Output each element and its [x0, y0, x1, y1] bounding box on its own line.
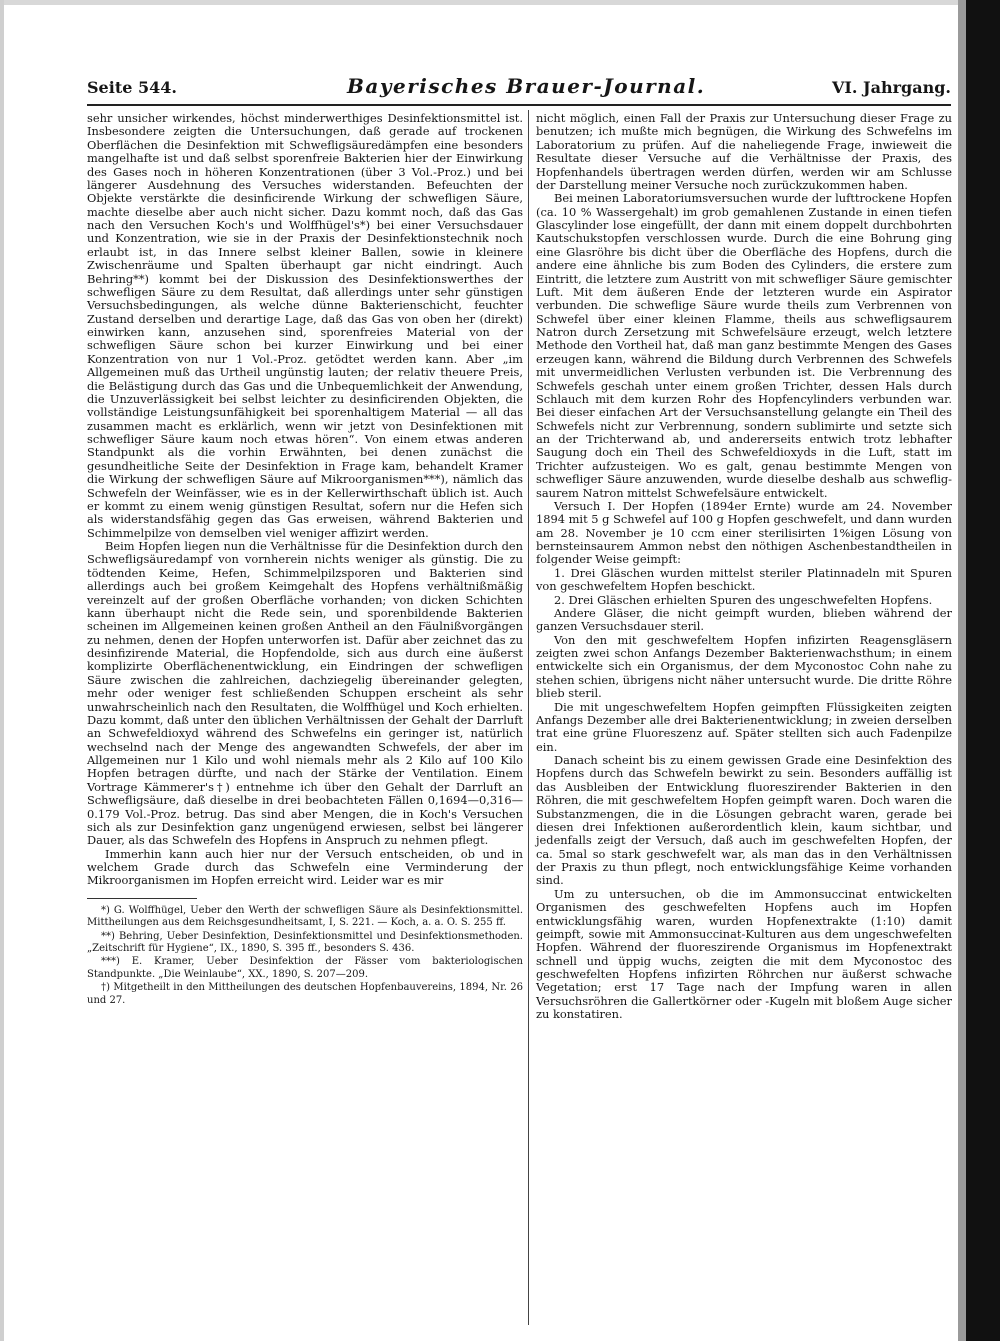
footnote: ***) E. Kramer, Ueber Desinfektion der Fässer vom bakteriologischen Standpunkte. „Die Weinlaube“, XX., 1890, S. 207—209. — [87, 956, 523, 980]
page-header — [87, 70, 951, 106]
body-paragraph: nicht möglich, einen Fall der Praxis zur Untersuchung dieser Frage zu benutzen; ich mußte mich begnügen, die Wirkung des Schwefelns im Laboratorium zu prüfen. Auf die naheliegende Frage, inwieweit die Resultate dieser Versuche auf die Verhältnisse der Praxis, des Hopfenhandels übertragen werden dürfen, werden wir am Schlusse der Darstellung meiner Versuche noch zurückzukommen haben. — [536, 111, 952, 192]
list-item: 2. Drei Gläschen erhielten Spuren des ungeschwefelten Hopfens. — [554, 592, 933, 607]
body-paragraph: Danach scheint bis zu einem gewissen Grade eine Desinfektion des Hopfens durch das Schwefeln bewirkt zu sein. Besonders auffällig ist das Ausbleiben der Entwicklung fluoreszirender Bakterien in den Röhren, die mit geschwefeltem Hopfen geimpft waren. Doch waren die Substanzmengen, die in die Lösungen gebracht waren, gerade bei diesen drei Infektionen außerordentlich klein, kaum sichtbar, und jedenfalls zeigt der Versuch, daß auch im geschwefelten Hopfen, der ca. 5mal so stark geschwefelt war, als man das in den Verhältnissen der Praxis zu thun pflegt, noch entwicklungsfähige Keime vorhanden sind. — [536, 753, 952, 888]
footnote: †) Mitgetheilt in den Mittheilungen des deutschen Hopfenbauvereins, 1894, Nr. 26 und 27. — [87, 982, 523, 1006]
footnote: **) Behring, Ueber Desinfektion, Desinfektionsmittel und Desinfektionsmethoden. „Zeitschrift für Hygiene“, IX., 1890, S. 395 ff., besonders S. 436. — [87, 930, 523, 954]
footnote-rule — [87, 898, 197, 899]
list-item: 1. Drei Gläschen wurden mittelst steriler Platinnadeln mit Spuren von geschwefeltem Hopfen beschickt. — [536, 565, 952, 594]
page-number: Seite 544. — [87, 78, 177, 97]
journal-page — [87, 70, 951, 1325]
experiment-paragraph: Versuch I. Der Hopfen (1894er Ernte) wurde am 24. November 1894 mit 5 g Schwefel auf 100 g Hopfen geschwefelt, und dann wurden am 28. November je 10 ccm einer sterilisirten 1%igen Lösung von bernsteinsaurem Ammon nebst den nöthigen Aschenbestandtheilen in folgender Weise geimpft: — [536, 498, 952, 567]
footnotes — [87, 905, 523, 1007]
volume-label: VI. Jahrgang. — [832, 78, 951, 97]
scan-border-right — [966, 0, 1000, 1341]
right-column — [536, 112, 952, 1022]
scan-border-top — [0, 0, 1000, 5]
scan-border-right-gray — [958, 0, 966, 1341]
body-paragraph: Immerhin kann auch hier nur der Versuch entscheiden, ob und in welchem Grade durch das Schwefeln eine Verminderung der Mikroorganismen im Hopfen erreicht wird. Leider war es mir — [87, 846, 523, 888]
footnote: *) G. Wolffhügel, Ueber den Werth der schwefligen Säure als Desinfektionsmittel. Mittheilungen aus dem Reichsgesundheitsamt, I, S. 221. — Koch, a. a. O. S. 255 ff. — [87, 904, 523, 929]
body-paragraph: Um zu untersuchen, ob die im Ammonsuccinat entwickelten Organismen des geschwefelten Hopfens auch im Hopfen entwicklungsfähig waren, wurden Hopfenextrakte (1:10) damit geimpft, sowie mit Ammonsuccinat-Kulturen aus dem ungeschwefelten Hopfen. Während der fluoreszirende Organismus im Hopfenextrakt schnell und üppig wuchs, zeigten die mit dem Myconostoc des geschwefelten Hopfens infizirten Röhrchen nur äußerst schwache Vegetation; erst 17 Tage nach der Impfung waren in allen Versuchsröhren die Gallertkörner oder -Kugeln mit bloßem Auge sicher zu konstatiren. — [536, 886, 952, 1022]
scan-border-left — [0, 0, 4, 1341]
left-column — [87, 112, 523, 1008]
body-paragraph: sehr unsicher wirkendes, höchst minderwerthiges Desinfektionsmittel ist. Insbesondere zeigten die Untersuchungen, daß gerade auf trockenen Oberflächen die Desinfektion mit Schwefligsäuredämpfen eine besonders mangelhafte ist und daß selbst sporenfreie Bakterien hier der Einwirkung des Gases noch in höheren Konzentrationen (über 3 Vol.-Proz.) und bei längerer Ausdehnung des Versuches widerstanden. Befeuchten der Objekte verstärkte die desinficirende Wirkung der schwefligen Säure, machte dieselbe aber auch nicht sicher. Dazu kommt noch, daß das Gas nach den Versuchen Koch's und Wolffhügel's*) bei einer Versuchsdauer und Konzentration, wie sie in der Praxis der Desinfektionstechnik noch erlaubt ist, in das Innere selbst kleiner Ballen, sowie in kleinere Zwischenräume und Spalten überhaupt gar nicht eindringt. Auch Behring**) kommt bei der Diskussion des Desinfektionswerthes der schwefligen Säure zu dem Resultat, daß allerdings unter sehr günstigen Versuchsbedingungen, als welche dünne Bakterienschicht, feuchter Zustand derselben und derartige Lage, daß das Gas von oben her (direkt) einwirken kann, anzusehen sind, sporenfreies Material von der schwefligen Säure schon bei kurzer Einwirkung und bei einer Konzentration von nur 1 Vol.-Proz. getödtet werden kann. Aber „im Allgemeinen muß das Urtheil ungünstig lauten; der relativ theuere Preis, die Belästigung durch das Gas und die Unbequemlichkeit der Anwendung, die Unzuverlässigkeit bei selbst leichter zu desinficirenden Objekten, die vollständige Leistungsunfähigkeit bei sporenhaltigem Material — all das zusammen macht es erklärlich, wenn wir jetzt von Desinfektionen mit schwefliger Säure kaum noch etwas hören“. Von einem etwas anderen Standpunkt als die vorhin Erwähnten, bei denen zunächst die gesundheitliche Seite der Desinfektion in Frage kam, behandelt Kramer die Wirkung der schwefligen Säure auf Mikroorganismen***), nämlich das Schwefeln der Weinfässer, wie es in der Kellerwirthschaft üblich ist. Auch er kommt zu einem wenig günstigen Resultat, sofern nur die Hefen sich als widerstandsfähig gegen das Gas erweisen, während Bakterien und Schimmelpilze von demselben viel weniger affizirt werden. — [87, 111, 523, 540]
column-divider — [528, 110, 529, 1325]
journal-title: Bayerisches Brauer-Journal. — [347, 74, 706, 98]
body-paragraph: Von den mit geschwefeltem Hopfen infizirten Reagensgläsern zeigten zwei schon Anfangs Dezember Bakterienwachsthum; in einem entwickelte sich ein Organismus, der dem Myconostoc Cohn nahe zu stehen schien, übrigens nicht näher untersucht wurde. Die dritte Röhre blieb steril. — [536, 632, 952, 701]
body-paragraph: Die mit ungeschwefeltem Hopfen geimpften Flüssigkeiten zeigten Anfangs Dezember alle drei Bakterienentwicklung; in zweien derselben trat eine grüne Fluoreszenz auf. Später stellten sich auch Fadenpilze ein. — [536, 699, 952, 754]
body-paragraph: Bei meinen Laboratoriumsversuchen wurde der lufttrockene Hopfen (ca. 10 % Wassergehalt) im grob gemahlenen Zustande in einen tiefen Glascylinder lose eingefüllt, der dann mit einem doppelt durchbohrten Kautschukstopfen verschlossen wurde. Durch die eine Bohrung ging eine Glasröhre bis dicht über die Oberfläche des Hopfens, durch die andere eine ähnliche bis zum Boden des Cylinders, die erstere zum Eintritt, die letztere zum Austritt von mit schwefliger Säure gemischter Luft. Mit dem äußeren Ende der letzteren wurde ein Aspirator verbunden. Die schweflige Säure wurde theils zum Verbrennen von Schwefel über einer kleinen Flamme, theils aus schwefligsaurem Natron durch Zersetzung mit Schwefelsäure erzeugt, welch letztere Methode den Vortheil hat, daß man ganz bestimmte Mengen des Gases erzeugen kann, während die Bildung durch Verbrennen des Schwefels mit unvermeidlichen Verlusten verbunden ist. Die Verbrennung des Schwefels geschah unter einem großen Trichter, dessen Hals durch Schlauch mit dem kurzen Rohr des Hopfencylinders verbunden war. Bei dieser einfachen Art der Versuchsanstellung gelangte ein Theil des Schwefels nicht zur Verbrennung, sondern sublimirte und setzte sich an der Trichterwand ab, und andererseits entwich trotz lebhafter Saugung doch ein Theil des Schwefeldioxyds in die Luft, statt im Trichter aufzusteigen. Wo es galt, genau bestimmte Mengen von schwefliger Säure anzuwenden, wurde dieselbe deshalb aus schweflig-saurem Natron mittelst Schwefelsäure entwickelt. — [536, 191, 952, 500]
body-paragraph: Beim Hopfen liegen nun die Verhältnisse für die Desinfektion durch den Schwefligsäuredampf von vornherein nichts weniger als günstig. Die zu tödtenden Keime, Hefen, Schimmelpilzsporen und Bakterien sind allerdings auch bei großem Keimgehalt des Hopfens verhältnißmäßig vereinzelt auf der großen Oberfläche vorhanden; von dicken Schichten kann überhaupt nicht die Rede sein, und sporenbildende Bakterien scheinen im Allgemeinen keinen großen Antheil an den Fäulnißvorgängen zu nehmen, denen der Hopfen unterworfen ist. Dafür aber zeichnet das zu desinfizirende Material, die Hopfendolde, sich aus durch eine äußerst komplizirte Oberflächenentwicklung, ein Eindringen der schwefligen Säure zwischen die zahlreichen, dachziegelig übereinander gelegten, mehr oder weniger fest schließenden Schuppen erscheint als sehr unwahrscheinlich nach den Resultaten, die Wolffhügel und Koch erhielten. Dazu kommt, daß unter den üblichen Verhältnissen der Gehalt der Darrluft an Schwefeldioxyd während des Schwefelns ein geringer ist, natürlich wechselnd nach der Menge des angewandten Schwefels, der aber im Allgemeinen nur 1 Kilo und wohl niemals mehr als 2 Kilo auf 100 Kilo Hopfen betragen dürfte, und nach der Stärke der Ventilation. Einem Vortrage Kämmerer's†) entnehme ich über den Gehalt der Darrluft an Schwefligsäure, daß dieselbe in drei beobachteten Fällen 0,1694—0,316—0.179 Vol.-Proz. betrug. Das sind aber Mengen, die in Koch's Versuchen sich als zur Desinfektion ganz ungenügend erwiesen, selbst bei längerer Dauer, als das Schwefeln des Hopfens in Anspruch zu nehmen pflegt. — [87, 539, 523, 848]
body-paragraph: Andere Gläser, die nicht geimpft wurden, blieben während der ganzen Versuchsdauer steril. — [536, 605, 952, 634]
